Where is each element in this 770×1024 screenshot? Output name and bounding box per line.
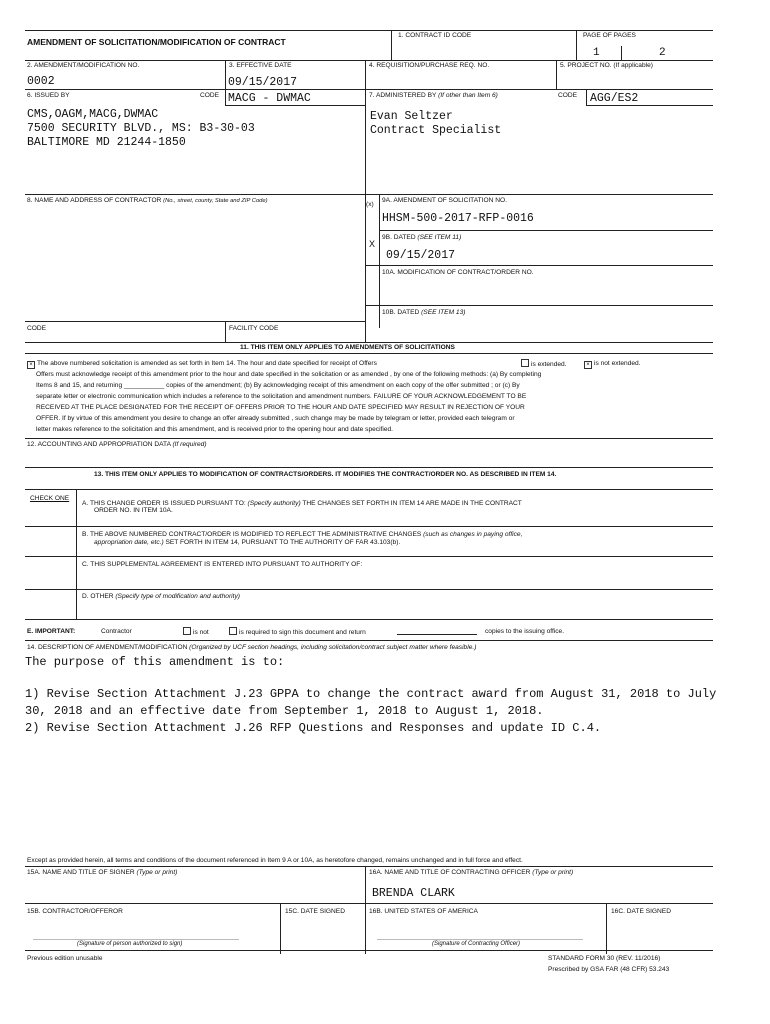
signature-officer-caption: (Signature of Contracting Officer) — [432, 941, 521, 947]
officer-label: 16A. NAME AND TITLE OF CONTRACTING OFFICER (Type or print) — [369, 869, 574, 876]
amendment-no-value: 0002 — [27, 75, 55, 88]
item11-heading: 11. THIS ITEM ONLY APPLIES TO AMENDMENTS OF SOLICITATIONS — [240, 344, 455, 351]
issued-line-3: BALTIMORE MD 21244-1850 — [27, 136, 186, 149]
mod-10a-label: 10A. MODIFICATION OF CONTRACT/ORDER NO. — [382, 269, 534, 276]
is-required-checkbox[interactable] — [229, 627, 237, 635]
facility-code-label: FACILITY CODE — [229, 325, 279, 332]
contractor-label: 8. NAME AND ADDRESS OF CONTRACTOR (No., street, county, State and ZIP Code) — [27, 197, 268, 204]
item14-line-5: 2) Revise Section Attachment J.26 RFP Questions and Responses and update ID C.4. — [25, 721, 602, 735]
item11-body-6: letter makes reference to the solicitation and this amendment, and is received prior to the opening hour and date specified. — [36, 426, 394, 433]
date-signed-15-label: 15C. DATE SIGNED — [285, 908, 345, 915]
sol-no-label: 9A. AMENDMENT OF SOLICITATION NO. — [382, 197, 507, 204]
item11-body-4: RECEIVED AT THE PLACE DESIGNATED FOR THE RECEIPT OF OFFERS PRIOR TO THE HOUR AND DATE SPECIFIED MAY RESULT IN REJECTION OF YOUR — [36, 404, 525, 411]
item11-body-2: Items 8 and 15, and returning ___________ copies of the amendment; (b) By acknowledging receipt of this amendment on each copy of the offer submitted ; or (c) By — [36, 382, 520, 389]
contractor-code-label: CODE — [27, 325, 47, 332]
item13-b-line-2: appropriation date, etc.) SET FORTH IN ITEM 14, PURSUANT TO THE AUTHORITY OF FAR 43.103(b). — [94, 539, 401, 546]
admin-code-value: AGG/ES2 — [590, 92, 639, 105]
issued-by-label: 6. ISSUED BY — [27, 92, 70, 99]
item11-body-1: Offers must acknowledge receipt of this amendment prior to the hour and date specified in the solicitation or as amended , by one of the following methods: (a) By completing — [36, 371, 542, 378]
signer-label: 15A. NAME AND TITLE OF SIGNER (Type or print) — [27, 869, 178, 876]
important-label: E. IMPORTANT: — [27, 628, 76, 635]
not-extended-option: × is not extended. — [584, 359, 641, 369]
not-extended-checkbox[interactable]: × — [584, 361, 592, 369]
item14-line-3: 1) Revise Section Attachment J.23 GPPA to change the contract award from August 31, 2018 to July — [25, 687, 717, 701]
x-column-label: (x) — [366, 201, 374, 208]
item11-checkbox[interactable]: × — [27, 361, 35, 369]
important-contractor: Contractor — [101, 628, 132, 635]
contractor-offeror-label: 15B. CONTRACTOR/OFFEROR — [27, 908, 123, 915]
item14-line-4: 30, 2018 and an effective date from September 1, 2018 to August 1, 2018. — [25, 704, 544, 718]
signature-person-caption: (Signature of person authorized to sign) — [77, 941, 183, 947]
sol-no-value: HHSM-500-2017-RFP-0016 — [382, 212, 534, 225]
extended-checkbox[interactable] — [521, 359, 529, 367]
item11-line-1: × The above numbered solicitation is amended as set forth in Item 14. The hour and date specified for receipt of Offers — [27, 359, 377, 369]
effective-date-value: 09/15/2017 — [228, 76, 298, 89]
item13-d-line: D. OTHER (Specify type of modification and authority) — [82, 593, 240, 600]
contract-id-label: 1. CONTRACT ID CODE — [398, 32, 472, 39]
admin-line-2: Contract Specialist — [370, 124, 502, 137]
accounting-label: 12. ACCOUNTING AND APPROPRIATION DATA (If required) — [27, 441, 207, 448]
page-of-pages-label: PAGE OF PAGES — [583, 32, 636, 39]
admin-code-label: CODE — [558, 92, 578, 99]
issued-line-1: CMS,OAGM,MACG,DWMAC — [27, 108, 159, 121]
admin-label: 7. ADMINISTERED BY (If other than Item 6) — [369, 92, 498, 99]
pages-total: 2 — [659, 47, 666, 59]
extended-option: is extended. — [521, 359, 567, 370]
important-is-not: is not — [183, 627, 209, 637]
date-signed-16-label: 16C. DATE SIGNED — [611, 908, 671, 915]
important-is-required: is required to sign this document and return — [229, 627, 366, 637]
check-one-label: CHECK ONE — [30, 495, 70, 502]
except-text: Except as provided herein, all terms and conditions of the document referenced in Item 9 A or 10A, as heretofore changed, remains unchanged and in full force and effect. — [27, 857, 523, 864]
page-number: 1 — [593, 47, 600, 59]
previous-edition: Previous edition unusable — [27, 955, 103, 962]
form-title: AMENDMENT OF SOLICITATION/MODIFICATION OF CONTRACT — [27, 37, 286, 47]
item11-body-5: OFFER. If by virtue of this amendment you desire to change an offer already submitted , such change may be made by telegram or letter, provided each telegram or — [36, 415, 515, 422]
dated-9b-value: 09/15/2017 — [386, 249, 456, 262]
project-no-label: 5. PROJECT NO. (If applicable) — [560, 62, 653, 69]
dated-9b-label: 9B. DATED (SEE ITEM 11) — [382, 234, 462, 241]
item13-c-line: C. THIS SUPPLEMENTAL AGREEMENT IS ENTERED INTO PURSUANT TO AUTHORITY OF: — [82, 561, 363, 568]
amendment-no-label: 2. AMENDMENT/MODIFICATION NO. — [27, 62, 140, 69]
item14-label: 14. DESCRIPTION OF AMENDMENT/MODIFICATION (Organized by UCF section headings, including solicitation/contract subject matter where feasible.) — [27, 644, 477, 651]
issued-code-value: MACG - DWMAC — [228, 92, 311, 105]
issued-line-2: 7500 SECURITY BLVD., MS: B3-30-03 — [27, 122, 255, 135]
usa-label: 16B. UNITED STATES OF AMERICA — [369, 908, 478, 915]
x-mark-9b: X — [369, 239, 376, 249]
dated-10b-label: 10B. DATED (SEE ITEM 13) — [382, 309, 466, 316]
important-copies: copies to the issuing office. — [485, 628, 565, 635]
effective-date-label: 3. EFFECTIVE DATE — [229, 62, 292, 69]
req-no-label: 4. REQUISITION/PURCHASE REQ. NO. — [369, 62, 490, 69]
officer-name: BRENDA CLARK — [372, 887, 455, 900]
is-not-checkbox[interactable] — [183, 627, 191, 635]
item14-line-1: The purpose of this amendment is to: — [25, 655, 285, 669]
standard-form: STANDARD FORM 30 (REV. 11/2016) — [548, 955, 661, 962]
issued-code-label: CODE — [200, 92, 220, 99]
item13-a-line-1: A. THIS CHANGE ORDER IS ISSUED PURSUANT TO: (Specify authority) THE CHANGES SET FORTH IN ITEM 14 ARE MADE IN THE CONTRACT — [82, 500, 522, 507]
item13-b-line-1: B. THE ABOVE NUMBERED CONTRACT/ORDER IS MODIFIED TO REFLECT THE ADMINISTRATIVE CHANGES (such as changes in paying office, — [82, 531, 523, 538]
item13-heading: 13. THIS ITEM ONLY APPLIES TO MODIFICATION OF CONTRACTS/ORDERS. IT MODIFIES THE CONTRACT/ORDER NO. AS DESCRIBED IN ITEM 14. — [94, 471, 557, 478]
prescribed-by: Prescribed by GSA FAR (48 CFR) 53.243 — [548, 966, 670, 973]
admin-line-1: Evan Seltzer — [370, 110, 453, 123]
item13-a-line-2: ORDER NO. IN ITEM 10A. — [94, 507, 173, 514]
item11-body-3: separate letter or electronic communication which includes a reference to the solicitation and amendment numbers. FAILURE OF YOUR ACKNOWLEDGEMENT TO BE — [36, 393, 527, 400]
